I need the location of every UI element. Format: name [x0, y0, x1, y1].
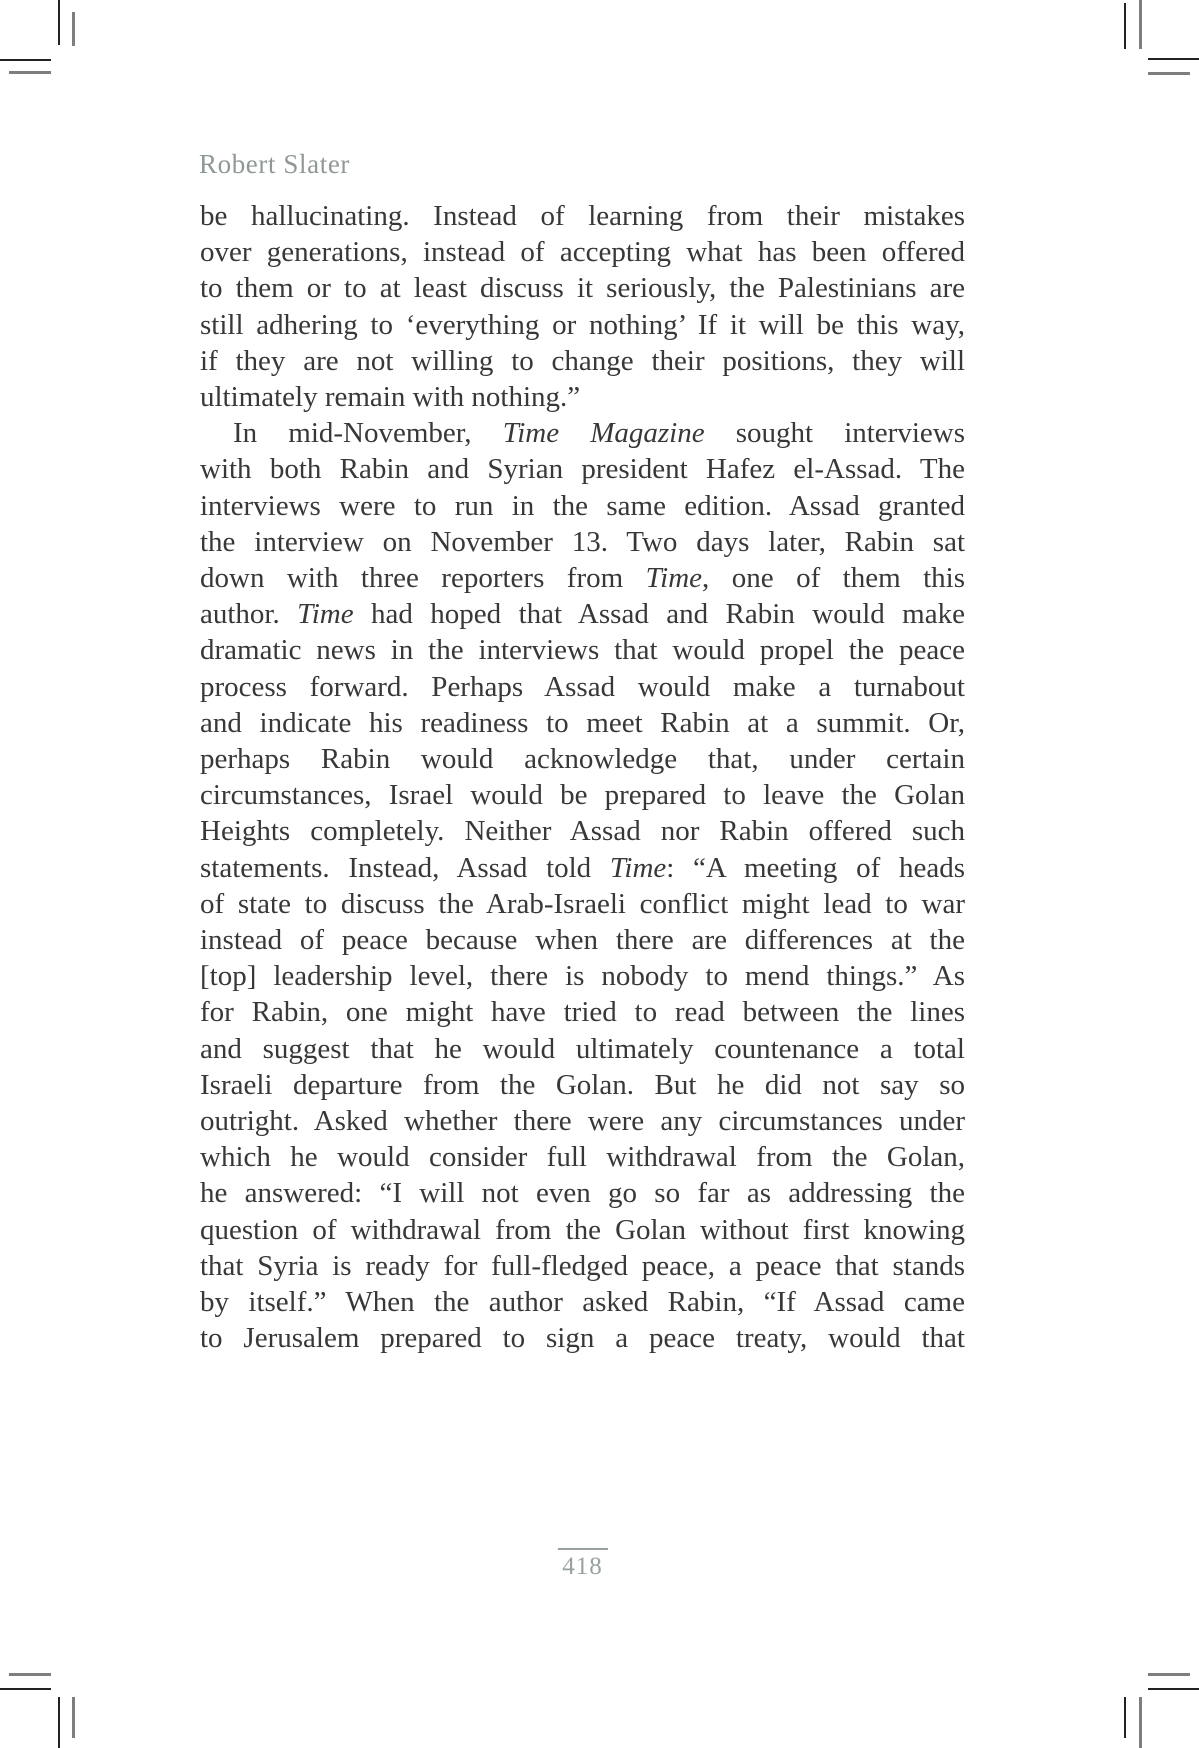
crop-mark-top-left-horizontal-outer	[0, 59, 51, 61]
body-line	[200, 1212, 965, 1248]
body-line	[200, 270, 965, 306]
crop-mark-top-right-horizontal-inner	[1148, 72, 1190, 75]
body-line	[200, 307, 965, 343]
text-segment: for Rabin, one might have tried to read between the lines	[200, 996, 965, 1029]
body-line	[200, 922, 965, 958]
crop-mark-top-right-horizontal-outer	[1148, 58, 1199, 60]
text-segment: to them or to at least discuss it seriously, the Palestinians are	[200, 272, 965, 305]
body-line	[200, 1248, 965, 1284]
body-line	[200, 451, 965, 487]
crop-mark-bottom-left-vertical-outer	[58, 1697, 60, 1748]
crop-mark-bottom-right-vertical-inner	[1139, 1697, 1142, 1748]
body-line	[200, 850, 965, 886]
body-line	[200, 1031, 965, 1067]
folio-block	[200, 1548, 965, 1581]
text-segment: instead of peace because when there are differences at the	[200, 924, 965, 957]
text-segment: outright. Asked whether there were any circumstances under	[200, 1105, 965, 1138]
body-line	[200, 813, 965, 849]
text-segment: be hallucinating. Instead of learning from their mistakes	[200, 200, 965, 232]
running-header: Robert Slater	[199, 149, 351, 179]
body-line	[200, 1320, 965, 1356]
body-line	[200, 669, 965, 705]
text-segment: ultimately remain with nothing.”	[200, 381, 581, 414]
text-segment: the interview on November 13. Two days later, Rabin sat	[200, 525, 965, 558]
crop-mark-bottom-left-horizontal-inner	[9, 1673, 51, 1676]
body-line	[200, 234, 965, 270]
body-line	[200, 777, 965, 813]
body-line	[200, 1175, 965, 1211]
text-segment: dramatic news in the interviews that would propel the peace	[200, 634, 965, 667]
body-line	[200, 379, 965, 415]
text-segment: In mid-November,	[233, 417, 503, 450]
text-segment: interviews were to run in the same edition. Assad granted	[200, 489, 965, 522]
italic-text: Time Magazine	[502, 417, 705, 450]
text-segment: down with three reporters from	[200, 562, 646, 595]
text-segment: to Jerusalem prepared to sign a peace treaty, would that	[200, 1322, 965, 1355]
text-segment: and indicate his readiness to meet Rabin at a summit. Or,	[200, 706, 965, 739]
body-line	[200, 524, 965, 560]
body-line	[200, 560, 965, 596]
body-line	[200, 596, 965, 632]
crop-mark-top-left-horizontal-inner	[9, 71, 51, 74]
text-segment: Heights completely. Neither Assad nor Rabin offered such	[200, 815, 965, 848]
body-line	[200, 994, 965, 1030]
crop-mark-bottom-right-vertical-outer	[1124, 1697, 1126, 1738]
body-line	[200, 958, 965, 994]
text-segment: of state to discuss the Arab-Israeli conflict might lead to war	[200, 887, 965, 920]
text-segment: if they are not willing to change their positions, they will	[200, 344, 965, 377]
text-segment: still adhering to ‘everything or nothing’ If it will be this way,	[200, 308, 965, 341]
body-line	[200, 343, 965, 379]
crop-mark-bottom-right-horizontal-inner	[1148, 1673, 1190, 1676]
body-line	[200, 741, 965, 777]
text-segment: by itself.” When the author asked Rabin, “If Assad came	[200, 1286, 965, 1319]
crop-mark-bottom-left-horizontal-outer	[0, 1688, 51, 1690]
body-line	[200, 632, 965, 668]
body-line	[200, 488, 965, 524]
body-line	[200, 1139, 965, 1175]
crop-mark-bottom-left-vertical-inner	[72, 1697, 75, 1738]
body-line	[200, 705, 965, 741]
body-line	[200, 198, 965, 234]
text-segment: had hoped that Assad and Rabin would make	[353, 598, 965, 631]
crop-mark-top-left-vertical-inner	[72, 12, 75, 46]
text-segment: statements. Instead, Assad told	[200, 851, 610, 884]
text-segment: over generations, instead of accepting what has been offered	[200, 236, 965, 269]
text-segment: and suggest that he would ultimately countenance a total	[200, 1032, 965, 1065]
body-text	[200, 198, 965, 1357]
page-number: 418	[562, 1553, 603, 1580]
body-line	[200, 1067, 965, 1103]
italic-text: Time	[297, 598, 354, 631]
body-line	[200, 1284, 965, 1320]
text-segment: process forward. Perhaps Assad would make a turnabout	[200, 670, 965, 703]
text-segment: which he would consider full withdrawal from the Golan,	[200, 1141, 965, 1174]
italic-text: Time	[645, 562, 703, 595]
text-segment: with both Rabin and Syrian president Hafez el-Assad. The	[200, 453, 965, 486]
italic-text: Time	[609, 851, 667, 884]
folio-rule	[558, 1548, 608, 1550]
text-segment: author.	[200, 598, 298, 631]
crop-mark-top-left-vertical-outer	[58, 0, 60, 45]
text-segment: , one of them this	[702, 562, 966, 595]
text-segment: circumstances, Israel would be prepared to leave the Golan	[200, 779, 965, 812]
body-line	[200, 1103, 965, 1139]
text-segment: sought interviews	[704, 417, 965, 450]
body-line	[200, 415, 965, 451]
crop-mark-top-right-vertical-outer	[1124, 3, 1126, 49]
text-segment: he answered: “I will not even go so far as addressing the	[200, 1177, 965, 1210]
text-segment: Israeli departure from the Golan. But he did not say so	[200, 1068, 965, 1101]
text-segment: : “A meeting of heads	[666, 851, 965, 884]
body-line	[200, 886, 965, 922]
text-segment: that Syria is ready for full-fledged peace, a peace that stands	[200, 1249, 965, 1282]
crop-mark-bottom-right-horizontal-outer	[1148, 1688, 1199, 1690]
text-segment: perhaps Rabin would acknowledge that, under certain	[200, 743, 965, 776]
crop-mark-top-right-vertical-inner	[1139, 0, 1142, 49]
text-segment: [top] leadership level, there is nobody to mend things.” As	[200, 960, 965, 993]
text-segment: question of withdrawal from the Golan without first knowing	[200, 1213, 965, 1246]
